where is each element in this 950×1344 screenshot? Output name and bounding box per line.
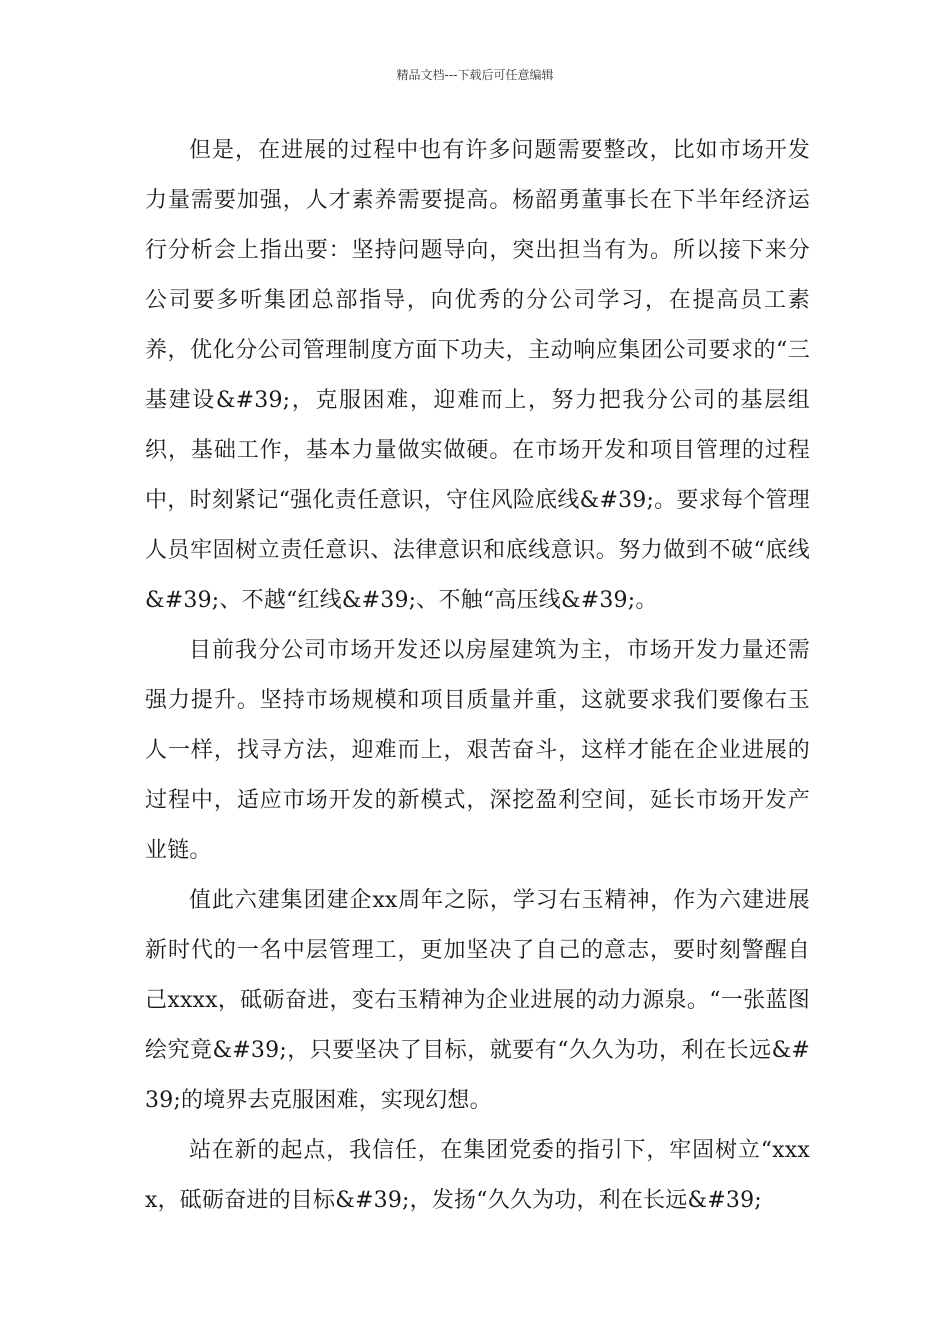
paragraph-4: 站在新的起点，我信任，在集团党委的指引下，牢固树立“xxxx，砥砺奋进的目标&#39;，发扬“久久为功，利在长远&#39; bbox=[145, 1138, 810, 1213]
paragraph-1: 但是，在进展的过程中也有许多问题需要整改，比如市场开发力量需要加强，人才素养需要提高。杨韶勇董事长在下半年经济运行分析会上指出要：坚持问题导向，突出担当有为。所以接下来分公司要多听集团总部指导，向优秀的分公司学习，在提高员工素养，优化分公司管理制度方面下功夫，主动响应集团公司要求的“三基建设&#39;，克服困难，迎难而上，努力把我分公司的基层组织，基础工作，基本力量做实做硬。在市场开发和项目管理的过程中，时刻紧记“强化责任意识，守住风险底线&#39;。要求每个管理人员牢固树立责任意识、法律意识和底线意识。努力做到不破“底线&#39;、不越“红线&#39;、不触“高压线&#39;。 bbox=[145, 138, 810, 613]
document-body bbox=[145, 126, 810, 1226]
paragraph-2: 目前我分公司市场开发还以房屋建筑为主，市场开发力量还需强力提升。坚持市场规模和项目质量并重，这就要求我们要像右玉人一样，找寻方法，迎难而上，艰苦奋斗，这样才能在企业进展的过程中，适应市场开发的新模式，深挖盈利空间，延长市场开发产业链。 bbox=[145, 638, 810, 863]
paragraph-3: 值此六建集团建企xx周年之际，学习右玉精神，作为六建进展新时代的一名中层管理工，更加坚决了自己的意志，要时刻警醒自己xxxx，砥砺奋进，变右玉精神为企业进展的动力源泉。“一张蓝图绘究竟&#39;，只要坚决了目标，就要有“久久为功，利在长远&#39;的境界去克服困难，实现幻想。 bbox=[145, 888, 810, 1113]
page-header: 精品文档---下载后可任意编辑 bbox=[396, 68, 554, 82]
